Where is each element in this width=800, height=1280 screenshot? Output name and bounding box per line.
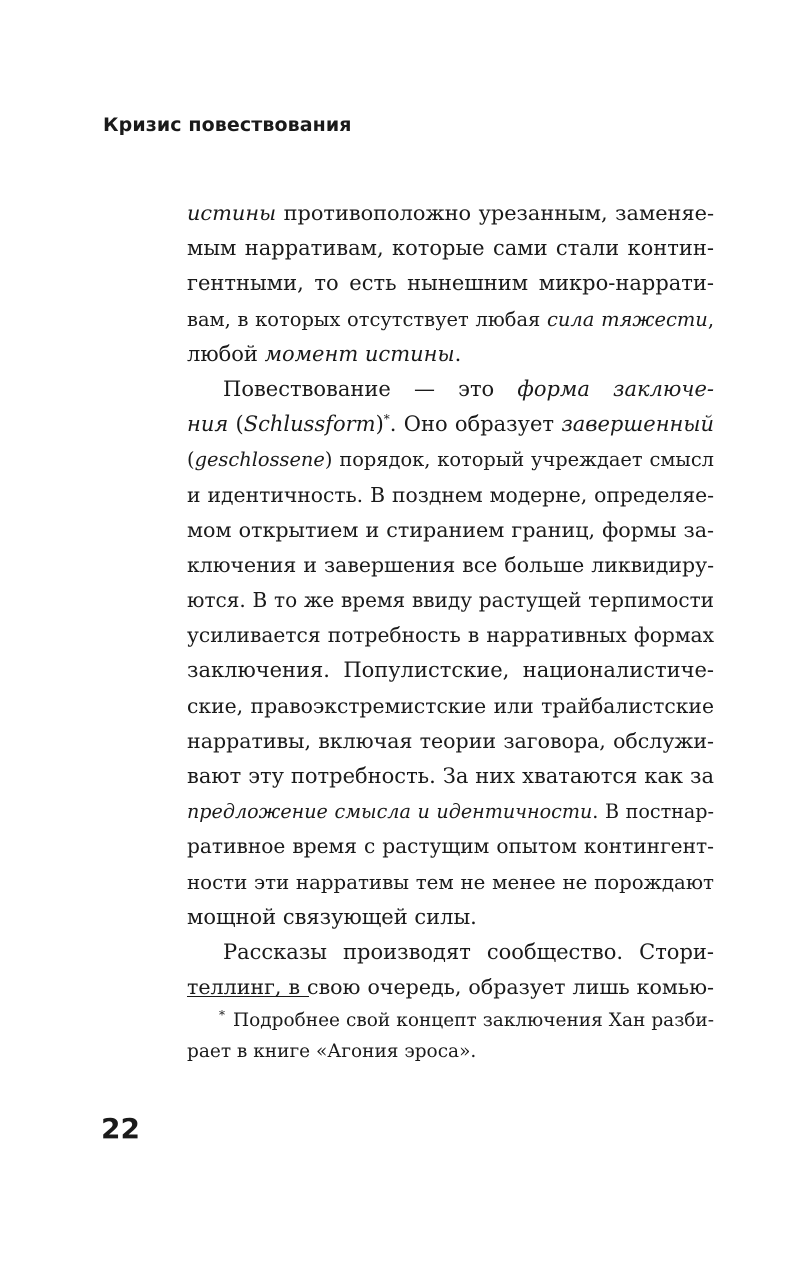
text-line: ются. В то же время ввиду растущей терпимости (187, 588, 714, 613)
text-line: нарративы, включая теории заговора, обслужи- (187, 728, 714, 753)
footnote-mark: * (219, 1007, 225, 1022)
text-line: предложение смысла и идентичности. В постнар- (187, 800, 714, 824)
text-line: ности эти нарративы тем не менее не порождают (187, 870, 714, 894)
footnote-line: рает в книге «Агония эроса». (187, 1041, 477, 1062)
text-line: ративное время с растущим опытом контингент- (187, 834, 714, 859)
text-line: ключения и завершения все больше ликвидиру- (187, 552, 714, 577)
text-line: вают эту потребность. За них хватаются как за (187, 764, 714, 788)
text-line: гентными, то есть нынешним микро-наррати- (187, 271, 714, 296)
main-text (187, 196, 714, 1005)
text-line: Рассказы производят сообщество. Стори- (223, 939, 714, 964)
text-line: (geschlossene) порядок, который учреждает смысл (187, 448, 714, 472)
text-line: теллинг, в свою очередь, образует лишь комью- (187, 975, 714, 1000)
page-number: 22 (101, 1112, 140, 1145)
running-head: Кризис повествования (103, 114, 352, 136)
text-line: усиливается потребность в нарративных формах (187, 623, 714, 648)
footnote (187, 1005, 714, 1067)
text-line: Повествование — это форма заключе- (223, 376, 714, 401)
text-line: мощной связующей силы. (187, 904, 477, 929)
text-line: ния (Schlussform)*. Оно образует завершенный (187, 412, 714, 437)
text-line: истины противоположно урезанным, заменяе- (187, 201, 714, 225)
text-line: ские, правоэкстремистские или трайбалистские (187, 693, 714, 718)
footnote-reference: * (383, 412, 390, 427)
text-line: заключения. Популистские, националистиче- (187, 658, 714, 683)
text-line: вам, в которых отсутствует любая сила тяжести, (187, 307, 714, 331)
text-line: и идентичность. В позднем модерне, определяе- (187, 482, 714, 507)
text-line: мым нарративам, которые сами стали контин- (187, 236, 714, 261)
text-line: мом открытием и стиранием границ, формы за- (187, 517, 714, 542)
footnote-line: * Подробнее свой концепт заключения Хан разби- (219, 1007, 714, 1031)
text-line: любой момент истины. (187, 341, 462, 366)
footnote-divider (187, 996, 309, 997)
